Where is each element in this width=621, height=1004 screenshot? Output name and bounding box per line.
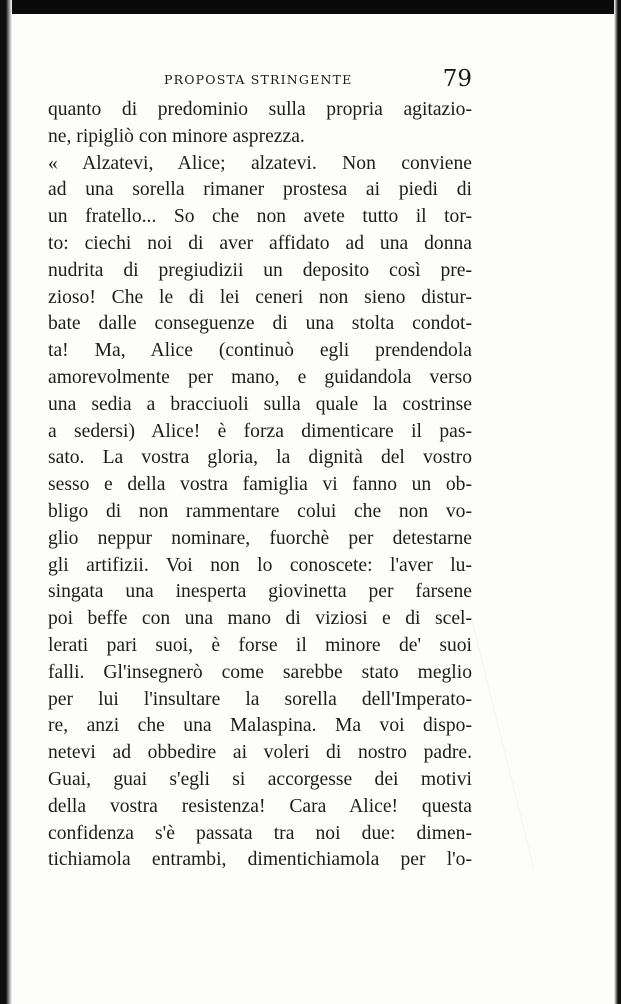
scan-top-border (0, 0, 621, 14)
text-line: quanto di predominio sulla propria agitazio- (48, 99, 472, 120)
text-line: Guai, guai s'egli si accorgesse dei motivi (48, 768, 472, 790)
text-line: un fratello... So che non avete tutto il tor- (48, 206, 472, 228)
page-number: 79 (442, 66, 472, 92)
text-line: della vostra resistenza! Cara Alice! questa (48, 795, 472, 817)
page-gutter-shadow (0, 0, 12, 1004)
text-line: bligo di non rammentare colui che non vo- (48, 500, 472, 522)
text-line: poi beffe con una mano di viziosi e di scel- (48, 608, 472, 630)
page-header (48, 66, 472, 96)
text-line: confidenza s'è passata tra noi due: dimen- (48, 822, 472, 844)
text-line: lerati pari suoi, è forse il minore de' suoi (48, 634, 472, 656)
text-line: sato. La vostra gloria, la dignità del vostro (48, 447, 472, 469)
scan-right-border (614, 0, 621, 1004)
text-line: falli. Gl'insegnerò come sarebbe stato meglio (48, 661, 472, 683)
text-line: ad una sorella rimaner prostesa ai piedi di (48, 179, 472, 201)
running-head: PROPOSTA STRINGENTE (164, 72, 353, 87)
text-line: ta! Ma, Alice (continuò egli prendendola (48, 340, 472, 362)
text-line: netevi ad obbedire ai voleri di nostro padre. (48, 742, 472, 764)
text-line: re, anzi che una Malaspina. Ma voi dispo- (48, 715, 472, 737)
text-line: tichiamola entrambi, dimentichiamola per l'o- (48, 849, 472, 871)
text-line: gli artifizii. Voi non lo conoscete: l'aver lu- (48, 554, 472, 576)
body-text (48, 97, 472, 874)
text-line: sesso e della vostra famiglia vi fanno un ob- (48, 474, 472, 496)
text-line: zioso! Che le di lei ceneri non sieno distur- (48, 286, 472, 308)
text-line: « Alzatevi, Alice; alzatevi. Non conviene (48, 152, 472, 174)
text-line: amorevolmente per mano, e guidandola verso (48, 366, 472, 388)
text-line: singata una inesperta giovinetta per farsene (48, 581, 472, 603)
text-line: per lui l'insultare la sorella dell'Imperato- (48, 688, 472, 710)
text-line: una sedia a bracciuoli sulla quale la costrinse (48, 393, 472, 415)
text-line: ne, ripigliò con minore asprezza. (48, 125, 305, 147)
text-line: to: ciechi noi di aver affidato ad una donna (48, 232, 472, 254)
text-line: nudrita di pregiudizii un deposito così pre- (48, 259, 472, 281)
text-line: a sedersi) Alice! è forza dimenticare il pas- (48, 420, 472, 442)
text-line: bate dalle conseguenze di una stolta condot- (48, 313, 472, 335)
text-line: glio neppur nominare, fuorchè per detestarne (48, 527, 472, 549)
paper-crease (470, 593, 621, 867)
